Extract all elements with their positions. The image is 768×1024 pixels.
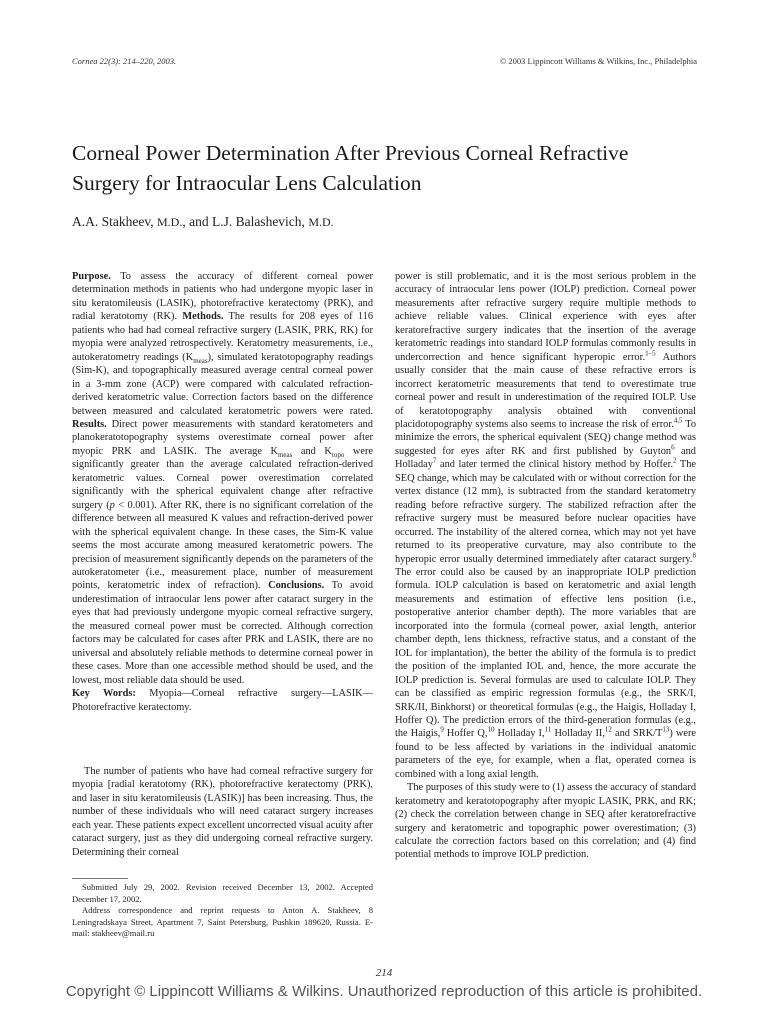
text-run: 8 (692, 551, 696, 560)
text-run: 9 (440, 725, 444, 734)
results-text-end: < 0.001). After RK, there is no significant correlation of the difference between all measured K values and refraction-derived power with the spherical equivalent change. In these cases, the Sim-K value seems the most accurate among measured keratometric powers. The precision of measurement significantly depends on the parameters of the autokeratometer (i.e., measurement place, number of measurement points, keratometric index of refraction). (72, 499, 373, 592)
purpose-text: To assess the accuracy of different corneal power determination methods in patients who had undergone myopic laser in situ keratomileusis (LASIK), photorefractive keratectomy (PRK), and radial keratotomy (RK). (72, 271, 374, 323)
copyright-notice: Copyright © Lippincott Williams & Wilkins. Unauthorized reproduction of this article is prohibited. (65, 983, 703, 1000)
authors (72, 214, 334, 230)
journal-citation: Cornea 22(3): 214–220, 2003. (72, 56, 177, 66)
methods-text: The results for 208 eyes of 116 patients who had had corneal refractive surgery (LASIK, PRK, RK) for myopia were analyzed retrospectively. Keratometry measurements, i.e., autokeratometry readings (K (72, 311, 373, 363)
correspondence-address: Address correspondence and reprint requests to Anton A. Stakheev, 8 Leningradskaya Street, Apartment 7, Saint Petersburg, Pushkin 189620, Russia. E-mail: stakheev@mail.ru (72, 905, 373, 938)
results-text-cont: were significantly greater than the average calculated refraction-derived keratometric values. Corneal power overestimation correlated significantly with the spherical equivalent change after refractive surgery ( (72, 445, 373, 511)
article-title: Corneal Power Determination After Previous Corneal Refractive Surgery for Intraocular Lens Calculation (72, 141, 629, 195)
abstract (72, 270, 373, 714)
text-run: 4,5 (673, 416, 683, 425)
text-run: 11 (544, 725, 552, 734)
k-meas-subscript: meas (193, 356, 208, 365)
text-run: 1–5 (645, 349, 656, 358)
publisher-copyright: © 2003 Lippincott Williams & Wilkins, Inc., Philadelphia (499, 56, 697, 66)
methods-text-cont: ), simulated keratotopography readings (Sim-K), and topographically measured average central corneal power in a 3-mm zone (ACP) were compared with calculated refraction-derived keratometric value. Correction factors based on the difference between measured and calculated keratometric powers were rated. (72, 351, 373, 417)
text-run: power is still problematic, and it is the most serious problem in the accuracy of intraocular lens power (IOLP) prediction. Corneal power measurements after refractive surgery require multiple methods to achieve reliable values. Clinical experience with eyes after keratorefractive surgery indicates that the insertion of the average keratometric readings into standard IOLP formulas commonly results in undercorrection and hence significant hyperopic error. (395, 271, 696, 363)
text-run: 2 (673, 456, 677, 465)
author-separator: , and L.J. Balashevich, (182, 214, 305, 229)
author-1: A.A. Stakheev, (72, 214, 154, 229)
p-value-symbol: p (109, 499, 115, 511)
results-text: Direct power measurements with standard keratometers and planokeratotopography systems overestimate corneal power after myopic PRK and LASIK. The average K (72, 418, 373, 457)
k-meas-subscript-2: meas (277, 450, 293, 459)
text-run: Hoffer Q, (446, 728, 488, 740)
keywords-text: Myopia—Corneal refractive surgery—LASIK—Photorefractive keratectomy. (72, 688, 373, 713)
results-and: and K (300, 445, 332, 457)
methods-label: Methods. (182, 311, 224, 323)
text-run: 6 (671, 443, 675, 452)
author-1-degree: M.D. (156, 215, 183, 229)
text-run: Authors usually consider that the main cause of these refractive errors is incorrect keratometric measurements that tend to overestimate true corneal power and result in underestimation of the required IOLP. Use of keratotopography analysis obtained with conventional placidotopography systems also seems to increase the risk of error. (395, 351, 697, 430)
right-column (395, 270, 696, 862)
page-number: 214 (375, 967, 393, 979)
text-run: The SEQ change, which may be calculated with or without correction for the vertex distance (12 mm), is subtracted from the standard keratometry reading before refractive surgery. The stabilized refraction after the refractive surgery must be measured before nuclear opacities have occurred. The instability of the altered cornea, which may not yet have returned to its preoperative curvature, may also contribute to the hyperopic error usually determined immediately after cataract surgery. (395, 459, 696, 565)
text-run: and Holladay (395, 445, 696, 471)
text-run: and later termed the clinical history method by Hoffer. (439, 459, 674, 471)
footnote-divider (72, 878, 128, 879)
footnote (72, 882, 373, 940)
text-run: 13 (662, 725, 670, 734)
purposes-paragraph: The purposes of this study were to (1) assess the accuracy of standard keratometry and keratotopography after myopic LASIK, PRK, and RK; (2) check the correlation between change in SEQ after keratorefractive surgery and keratometric and topographic power overestimation; (3) calculate the correction factors based on this correlation; and (4) find potential methods to improve IOLP prediction. (395, 782, 696, 861)
text-run: 10 (487, 725, 495, 734)
purpose-label: Purpose. (72, 271, 111, 282)
submission-dates: Submitted July 29, 2002. Revision received December 13, 2002. Accepted December 17, 2002. (72, 882, 373, 904)
text-run: Holladay I, (497, 728, 545, 740)
conclusions-text: To avoid underestimation of intraocular lens power after cataract surgery in the eyes that had previously undergone myopic corneal refractive surgery, the measured corneal power must be corrected. Although correction factors may be calculated for cases after PRK and LASIK, there are no universal and absolutely reliable methods to determine corneal power in these cases. More than one accessible method should be used, and the lowest, most reliable data should be used. (72, 580, 374, 686)
introduction-paragraph: The number of patients who have had corneal refractive surgery for myopia [radial keratotomy (RK), photorefractive keratectomy (PRK), and laser in situ keratomileusis (LASIK)] has been increasing. Thus, the number of these individuals who will need cataract surgery increases each year. These patients expect excellent uncorrected visual acuity after cataract surgery, just as they did undergoing corneal refractive surgery. Determining their corneal (72, 766, 373, 858)
k-topo-subscript: topo (331, 450, 345, 459)
text-run: Holladay II, (554, 728, 605, 740)
text-run: To minimize the errors, the spherical equivalent (SEQ) change method was suggested for eyes after RK and first published by Guyton (395, 418, 696, 457)
results-label: Results. (72, 418, 107, 430)
text-run: 12 (604, 725, 612, 734)
author-2-degree: M.D. (308, 215, 334, 229)
conclusions-label: Conclusions. (268, 580, 325, 592)
text-run: 7 (432, 456, 437, 465)
keywords-label: Key Words: (72, 688, 136, 700)
text-run: The error could also be caused by an inappropriate IOLP prediction formula. IOLP calculation is based on keratometric and axial length measurements and estimation of effective lens position (i.e., postoperative anterior chamber depth). The more variables that are incorporated into the formula (corneal power, axial length, anterior chamber depth, lens thickness, refractive status, and a constant of the IOL for implantation), the better the ability of the formula is to predict the position of the implanted IOL and, hence, the more accurate the IOLP prediction is. Several formulas are used to calculate IOLP. They can be classified as empiric regression formulas (e.g., the SRK/I, SRK/II, Binkhorst) or theoretical formulas (e.g., the Haigis, Holladay I, Hoffer Q). The prediction errors of the third-generation formulas (e.g., the Haigis, (395, 566, 696, 740)
text-run: and SRK/T (615, 728, 663, 740)
text-run: ) were found to be less affected by variations in the individual anatomic parameters of the eye, for example, when a flat, operated cornea is combined with a long axial length. (395, 728, 696, 780)
